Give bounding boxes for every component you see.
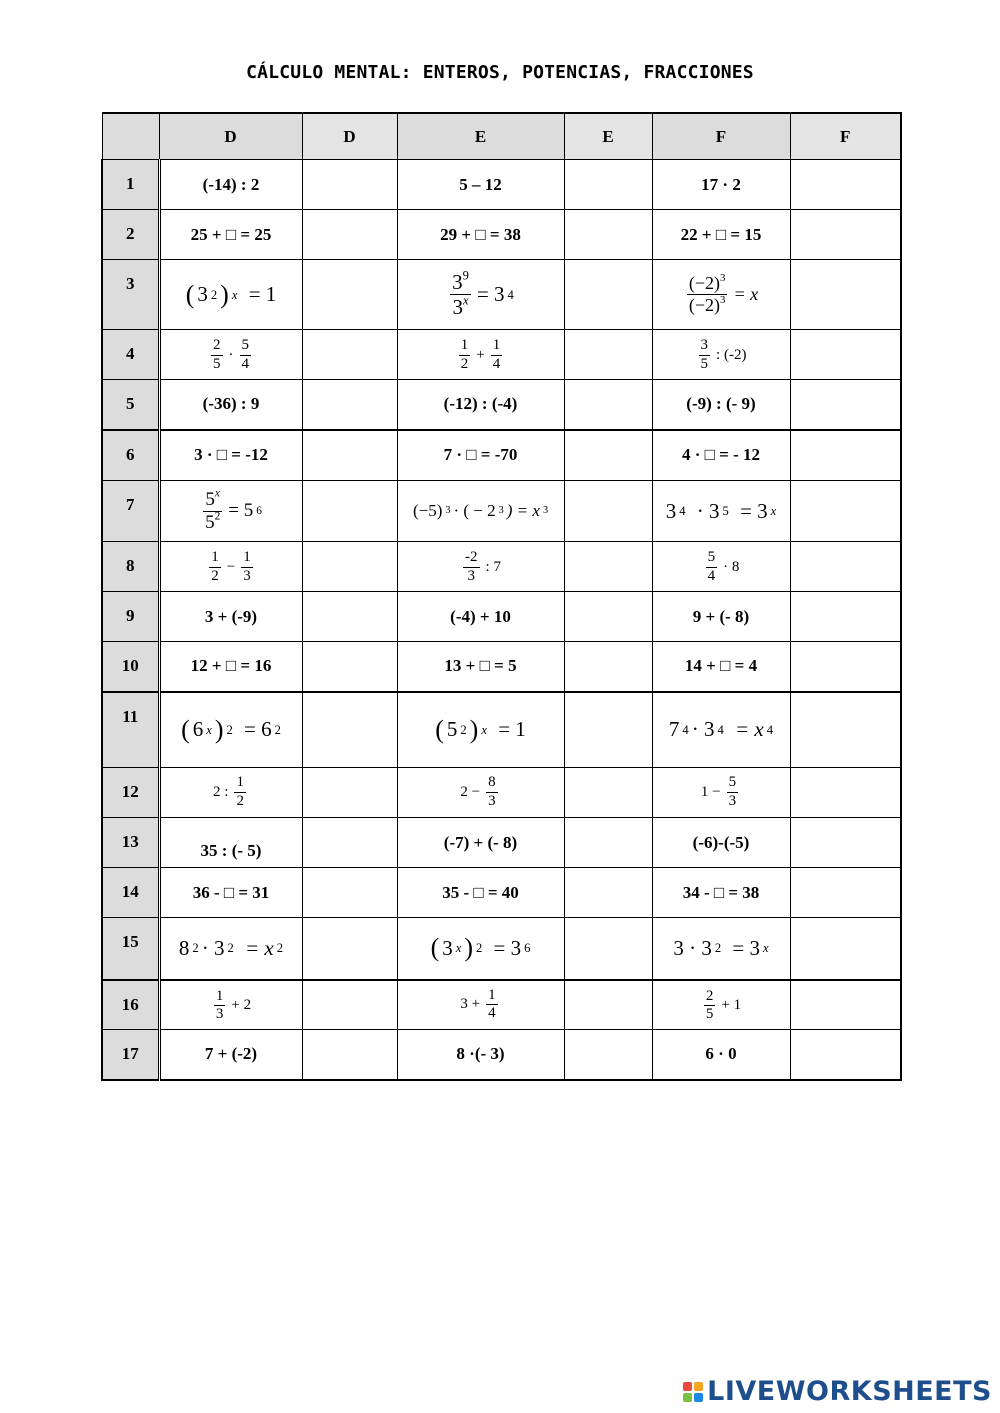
table-row [102,642,901,692]
exercise-cell: $\frac{3^9}{3^x}$ = 3 4 [397,260,564,330]
answer-box[interactable] [564,692,652,768]
exercise-cell: 3 4 · 3 5 = 3 x [652,481,790,542]
answer-box[interactable] [790,868,901,918]
answer-box[interactable] [790,542,901,592]
answer-box[interactable] [302,430,397,481]
answer-box[interactable] [564,592,652,642]
answer-box[interactable] [302,160,397,210]
header-row [102,113,901,160]
row-number: 5 [102,380,159,430]
exercise-cell: 9 + (- 8) [652,592,790,642]
answer-box[interactable] [790,918,901,980]
answer-box[interactable] [790,330,901,380]
answer-box[interactable] [790,642,901,692]
row-number: 3 [102,260,159,330]
table-row [102,330,901,380]
table-row [102,818,901,868]
answer-box[interactable] [302,330,397,380]
answer-box[interactable] [790,160,901,210]
exercise-cell: (-6)-(-5) [652,818,790,868]
corner-cell [102,113,159,160]
answer-box[interactable] [564,430,652,481]
exercise-cell: 7 + (-2) [159,1030,302,1080]
answer-box[interactable] [564,1030,652,1080]
answer-box[interactable] [564,980,652,1030]
answer-box[interactable] [302,210,397,260]
exercise-cell: $\frac{3}{5}$ : (-2) [652,330,790,380]
column-header-f: F [652,113,790,160]
row-number: 16 [102,980,159,1030]
table-row [102,160,901,210]
exercise-cell: 34 - □ = 38 [652,868,790,918]
exercise-cell: $\frac{5}{4}$ · 8 [652,542,790,592]
row-number: 6 [102,430,159,481]
answer-box[interactable] [564,380,652,430]
logo-text: LIVEWORKSHEETS [707,1376,992,1407]
exercise-cell: $\frac{5^x}{5^2}$ = 5 6 [159,481,302,542]
answer-box[interactable] [564,542,652,592]
answer-box[interactable] [564,818,652,868]
exercise-cell: 2 : $\frac{1}{2}$ [159,768,302,818]
answer-box[interactable] [790,481,901,542]
table-row [102,260,901,330]
answer-box[interactable] [790,210,901,260]
answer-box[interactable] [790,692,901,768]
answer-box[interactable] [302,260,397,330]
exercise-cell: $\frac{-2}{3}$ : 7 [397,542,564,592]
exercise-cell: 5 – 12 [397,160,564,210]
row-number: 17 [102,1030,159,1080]
table-row [102,481,901,542]
row-number: 15 [102,918,159,980]
exercise-cell: 8 ·(- 3) [397,1030,564,1080]
answer-box[interactable] [790,980,901,1030]
exercise-cell: 7 · □ = -70 [397,430,564,481]
exercise-cell: 1 − $\frac{5}{3}$ [652,768,790,818]
exercise-cell: (-4) + 10 [397,592,564,642]
row-number: 4 [102,330,159,380]
exercise-cell: $\frac{1}{2}$ + $\frac{1}{4}$ [397,330,564,380]
answer-box[interactable] [790,430,901,481]
exercise-table [101,112,902,1081]
answer-box[interactable] [790,818,901,868]
exercise-cell: 17 · 2 [652,160,790,210]
exercise-cell: 3 + $\frac{1}{4}$ [397,980,564,1030]
table-row [102,542,901,592]
exercise-cell: (-36) : 9 [159,380,302,430]
exercise-cell: ( 6 x ) 2 = 6 2 [159,692,302,768]
table-row [102,980,901,1030]
answer-box[interactable] [302,481,397,542]
row-number: 14 [102,868,159,918]
answer-box[interactable] [790,768,901,818]
column-header-d: D [159,113,302,160]
exercise-cell: 3 + (-9) [159,592,302,642]
exercise-cell: (-7) + (- 8) [397,818,564,868]
table-row [102,768,901,818]
answer-box[interactable] [790,380,901,430]
table-row [102,1030,901,1080]
exercise-cell: ( 3 x ) 2 = 3 6 [397,918,564,980]
exercise-cell: $\frac{1}{3}$ + 2 [159,980,302,1030]
column-header-e-answer: E [564,113,652,160]
answer-box[interactable] [564,330,652,380]
answer-box[interactable] [790,1030,901,1080]
liveworksheets-logo [683,1376,992,1407]
row-number: 9 [102,592,159,642]
answer-box[interactable] [564,260,652,330]
exercise-cell: 6 · 0 [652,1030,790,1080]
exercise-cell: $\frac{2}{5}$ · $\frac{5}{4}$ [159,330,302,380]
exercise-cell: (-9) : (- 9) [652,380,790,430]
exercise-cell: (-14) : 2 [159,160,302,210]
exercise-cell: 35 : (- 5) [159,818,302,868]
exercise-cell: 13 + □ = 5 [397,642,564,692]
answer-box[interactable] [564,918,652,980]
column-header-d-answer: D [302,113,397,160]
logo-mark-icon [683,1382,703,1402]
exercise-cell: 25 + □ = 25 [159,210,302,260]
table-row [102,868,901,918]
table-row [102,692,901,768]
table-row [102,380,901,430]
answer-box[interactable] [790,260,901,330]
exercise-cell: 29 + □ = 38 [397,210,564,260]
answer-box[interactable] [564,160,652,210]
row-number: 8 [102,542,159,592]
worksheet-title: CÁLCULO MENTAL: ENTEROS, POTENCIAS, FRACCIONES [246,62,754,83]
answer-box[interactable] [302,592,397,642]
answer-box[interactable] [302,918,397,980]
exercise-cell: ( 3 2 ) x = 1 [159,260,302,330]
row-number: 2 [102,210,159,260]
answer-box[interactable] [790,592,901,642]
row-number: 12 [102,768,159,818]
column-header-e: E [397,113,564,160]
answer-box[interactable] [302,542,397,592]
answer-box[interactable] [564,642,652,692]
exercise-cell: $\frac{2}{5}$ + 1 [652,980,790,1030]
exercise-cell: 14 + □ = 4 [652,642,790,692]
answer-box[interactable] [302,1030,397,1080]
exercise-cell: 36 - □ = 31 [159,868,302,918]
answer-box[interactable] [302,980,397,1030]
answer-box[interactable] [302,868,397,918]
answer-box[interactable] [564,481,652,542]
answer-box[interactable] [302,642,397,692]
table-row [102,592,901,642]
row-number: 13 [102,818,159,868]
exercise-cell: (−5) 3 · ( − 2 3 ) = x 3 [397,481,564,542]
answer-box[interactable] [302,380,397,430]
answer-box[interactable] [302,768,397,818]
row-number: 7 [102,481,159,542]
exercise-cell: 3 · 3 2 = 3 x [652,918,790,980]
table-row [102,430,901,481]
row-number: 11 [102,692,159,768]
row-number: 10 [102,642,159,692]
row-number: 1 [102,160,159,210]
table-row [102,918,901,980]
exercise-cell: 8 2 · 3 2 = x 2 [159,918,302,980]
answer-box[interactable] [564,210,652,260]
exercise-cell: 22 + □ = 15 [652,210,790,260]
column-header-f-answer: F [790,113,901,160]
answer-box[interactable] [302,818,397,868]
table-row [102,210,901,260]
exercise-cell: 4 · □ = - 12 [652,430,790,481]
exercise-cell: (-12) : (-4) [397,380,564,430]
exercise-cell: $\frac{(-2)^3}{(-2)^3}$ = x [652,260,790,330]
exercise-cell: 35 - □ = 40 [397,868,564,918]
answer-box[interactable] [302,692,397,768]
exercise-cell: 2 − $\frac{8}{3}$ [397,768,564,818]
answer-box[interactable] [564,768,652,818]
exercise-cell: ( 5 2 ) x = 1 [397,692,564,768]
answer-box[interactable] [564,868,652,918]
exercise-cell: $\frac{1}{2}$ − $\frac{1}{3}$ [159,542,302,592]
exercise-cell: 7 4 · 3 4 = x 4 [652,692,790,768]
exercise-cell: 3 · □ = -12 [159,430,302,481]
exercise-cell: 12 + □ = 16 [159,642,302,692]
